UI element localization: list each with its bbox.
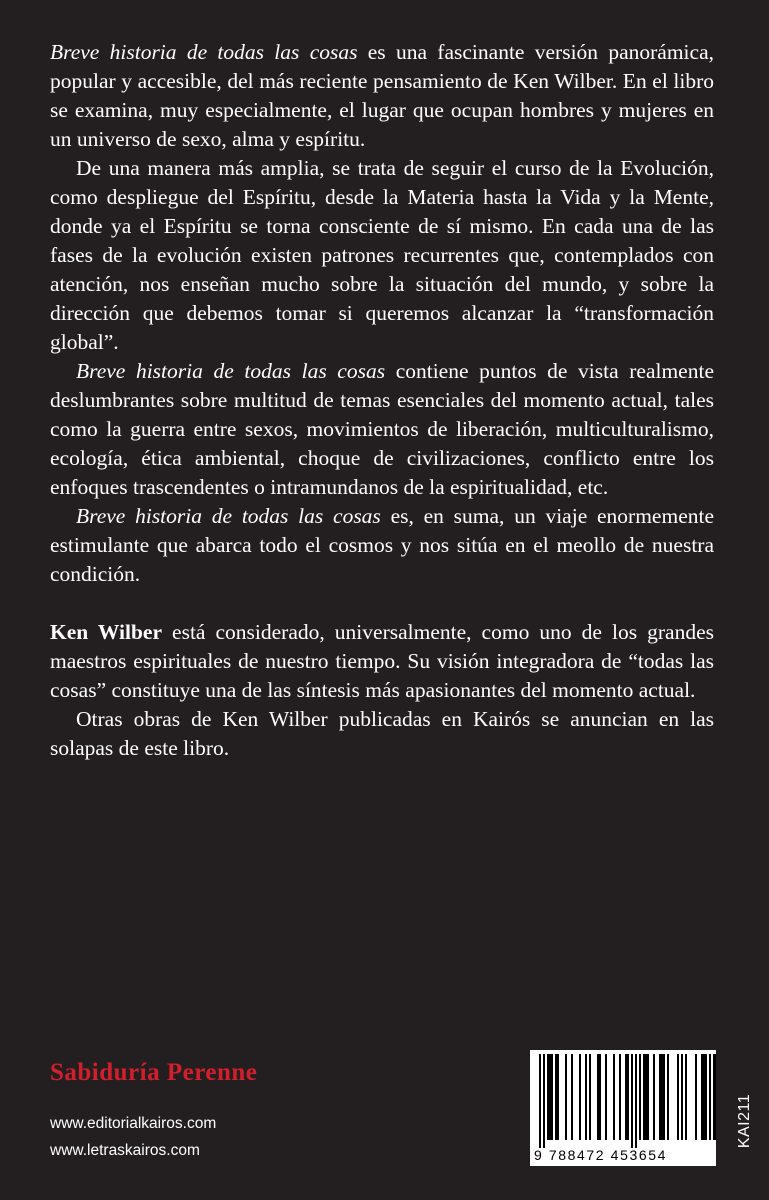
barcode-bar: [643, 1054, 645, 1140]
blurb-paragraph-6: [50, 705, 714, 763]
back-cover-blurb: [50, 38, 714, 763]
barcode-bar: [681, 1054, 683, 1140]
barcode-bar: [659, 1054, 661, 1140]
barcode-bar: [703, 1054, 705, 1140]
barcode-bar: [565, 1054, 567, 1140]
collection-name: Sabiduría Perenne: [50, 1059, 258, 1086]
product-code: KAI211: [736, 1093, 753, 1149]
barcode-bar: [571, 1054, 573, 1140]
barcode-bar: [543, 1054, 545, 1148]
barcode-bar: [715, 1054, 716, 1140]
barcode-bar: [713, 1054, 715, 1140]
barcode-bar: [557, 1054, 559, 1140]
barcode-bar: [627, 1054, 629, 1140]
isbn-barcode: [530, 1050, 716, 1166]
barcode-bar: [589, 1054, 591, 1140]
barcode-bar: [685, 1054, 687, 1140]
barcode-bar: [579, 1054, 581, 1140]
author-bio: [50, 618, 714, 705]
barcode-bar: [547, 1054, 549, 1140]
barcode-bar: [663, 1054, 665, 1140]
blurb-text: Otras obras de Ken Wilber publicadas en Kairós se anuncian en las solapas de este libro.: [50, 707, 714, 760]
barcode-bar: [639, 1054, 641, 1140]
barcode-bar: [631, 1054, 633, 1148]
barcode-bar: [555, 1054, 557, 1140]
barcode-bar: [599, 1054, 601, 1140]
barcode-bar: [645, 1054, 647, 1140]
barcode-bar: [635, 1054, 637, 1148]
barcode-bar: [667, 1054, 669, 1140]
blurb-text: contiene puntos de vista realmente deslumbrantes sobre multitud de temas esenciales del momento actual, tales como la guerra entre sexos, movimientos de liberación, multiculturalismo, ecología, ética ambiental, choque de civilizaciones, conflicto entre los enfoques trascendentes o intramundanos de la espiritualidad, etc.: [50, 359, 714, 499]
barcode-bar: [605, 1054, 607, 1140]
website-link-letras[interactable]: www.letraskairos.com: [50, 1142, 200, 1159]
book-title: Breve historia de todas las cosas: [50, 40, 358, 64]
barcode-bar: [549, 1054, 551, 1140]
barcode-bar: [709, 1054, 711, 1140]
barcode-bar: [695, 1054, 697, 1140]
blurb-paragraph-1: [50, 38, 714, 154]
website-link-editorial[interactable]: www.editorialkairos.com: [50, 1115, 217, 1132]
barcode-bar: [701, 1054, 703, 1140]
barcode-bar: [661, 1054, 663, 1140]
barcode-bar: [619, 1054, 621, 1140]
barcode-bar: [705, 1054, 707, 1140]
book-title: Breve historia de todas las cosas: [76, 359, 386, 383]
book-title: Breve historia de todas las cosas: [76, 504, 381, 528]
author-name: Ken Wilber: [50, 620, 162, 644]
blurb-paragraph-3: [50, 357, 714, 502]
blurb-paragraph-4: [50, 502, 714, 589]
author-bio-text: está considerado, universalmente, como uno de los grandes maestros espirituales de nuestro tiempo. Su visión integradora de “todas las cosas” constituye una de las síntesis más apasionantes del momento actual.: [50, 620, 715, 702]
barcode-bar: [597, 1054, 599, 1140]
blurb-paragraph-2: [50, 154, 714, 357]
blurb-text: De una manera más amplia, se trata de seguir el curso de la Evolución, como despliegue del Espíritu, desde la Materia hasta la Vida y la Mente, donde ya el Espíritu se torna consciente de sí mismo. En cada una de las fases de la evolución existen patrones recurrentes que, contemplados con atención, nos enseñan mucho sobre la situación del mundo, y sobre la dirección que debemos tomar si queremos alcanzar la “transformación global”.: [50, 156, 714, 354]
barcode-bar: [585, 1054, 587, 1140]
barcode-bar: [613, 1054, 615, 1140]
isbn-digits: 9 788472 453654: [534, 1147, 667, 1163]
barcode-bar: [647, 1054, 649, 1140]
barcode-bar: [551, 1054, 553, 1140]
blurb-text: es, en suma, un viaje enormemente estimulante que abarca todo el cosmos y nos sitúa en el meollo de nuestra condición.: [50, 504, 715, 586]
barcode-bar: [653, 1054, 655, 1140]
blurb-text: es una fascinante versión panorámica, popular y accesible, del más reciente pensamiento de Ken Wilber. En el libro se examina, muy especialmente, el lugar que ocupan hombres y mujeres en un universo de sexo, alma y espíritu.: [50, 40, 714, 151]
barcode-bar: [677, 1054, 679, 1140]
barcode-bar: [625, 1054, 627, 1140]
barcode-bar: [539, 1054, 541, 1148]
